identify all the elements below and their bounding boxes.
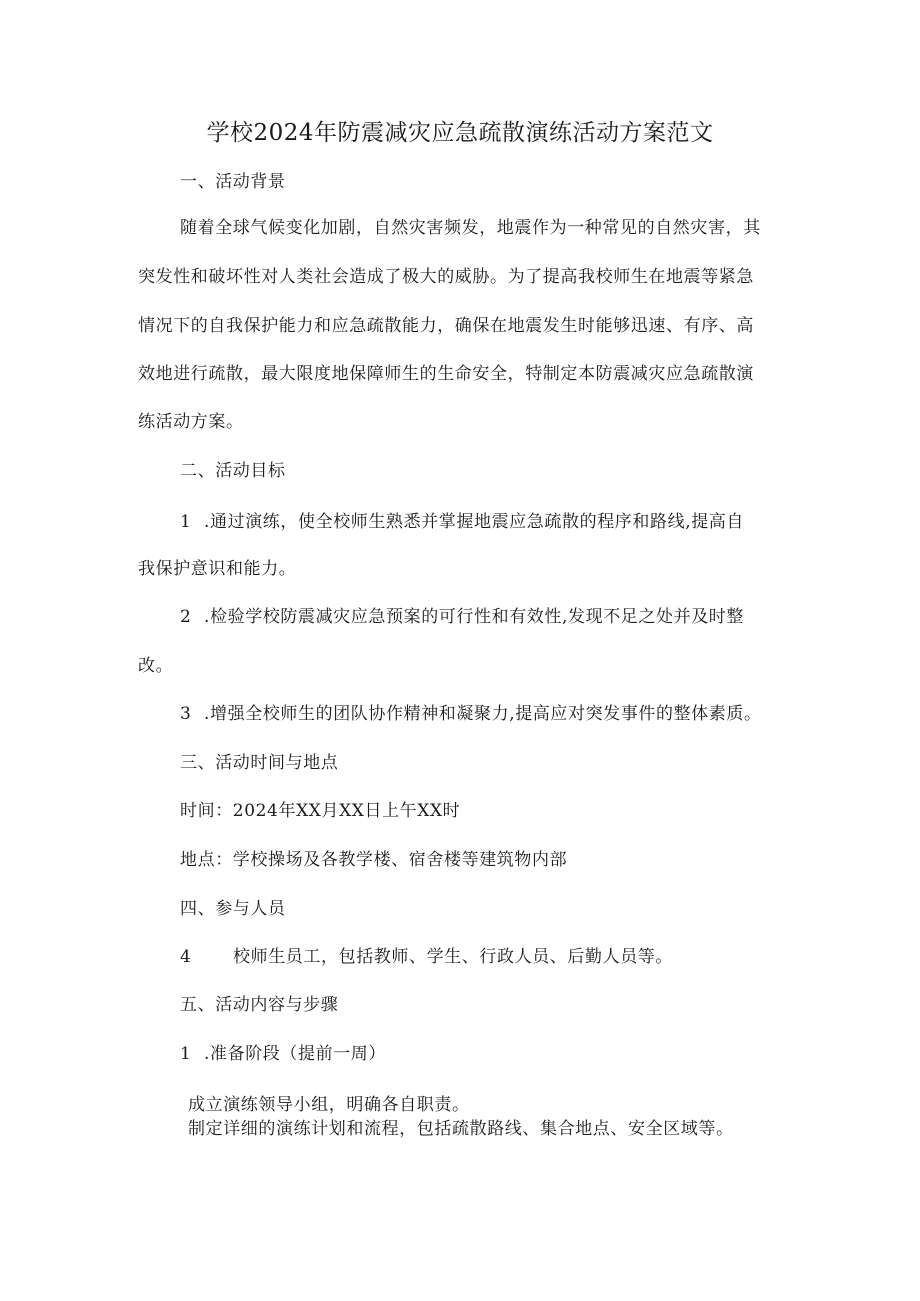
goal-item-text: .增强全校师生的团队协作精神和凝聚力,提高应对突发事件的整体素质。 [204,704,762,724]
section-heading-participants: 四、参与人员 [180,899,286,919]
step-bullet: 成立演练领导小组，明确各自职责。 [188,1095,470,1115]
paragraph-line: 突发性和破坏性对人类社会造成了极大的威胁。为了提高我校师生在地震等紧急 [138,267,754,287]
goal-item-number: 1 [180,512,192,532]
participants-text: 校师生员工，包括教师、学生、行政人员、后勤人员等。 [233,947,673,967]
goal-item-number: 2 [180,607,192,627]
goal-item-3 [180,702,762,726]
document-title: 学校2024年防震减灾应急疏散演练活动方案范文 [206,120,714,146]
event-place: 地点：学校操场及各教学楼、宿舍楼等建筑物内部 [180,850,568,870]
goal-item-number: 3 [180,704,192,724]
paragraph-line: 情况下的自我保护能力和应急疏散能力，确保在地震发生时能够迅速、有序、高 [138,316,754,336]
section-heading-background: 一、活动背景 [180,172,286,192]
goal-item-2 [180,605,744,629]
step-text: .准备阶段（提前一周） [204,1044,387,1064]
section-heading-time-place: 三、活动时间与地点 [180,753,339,773]
event-time: 时间：2024年XX月XX日上午XX时 [180,801,461,821]
participants-number: 4 [180,947,192,967]
goal-item-text: .检验学校防震减灾应急预案的可行性和有效性,发现不足之处并及时整 [204,607,745,627]
goal-item-text: .通过演练，使全校师生熟悉并掌握地震应急疏散的程序和路线,提高自 [204,512,745,532]
step-1 [180,1042,386,1066]
section-heading-goals: 二、活动目标 [180,461,286,481]
step-number: 1 [180,1044,192,1064]
paragraph-line: 随着全球气候变化加剧，自然灾害频发，地震作为一种常见的自然灾害，其 [180,218,761,238]
goal-item-continuation: 我保护意识和能力。 [138,559,297,579]
paragraph-line: 效地进行疏散，最大限度地保障师生的生命安全，特制定本防震减灾应急疏散演 [138,364,754,384]
participants-line [180,945,673,969]
step-bullet: 制定详细的演练计划和流程，包括疏散路线、集合地点、安全区域等。 [188,1119,734,1139]
section-heading-steps: 五、活动内容与步骤 [180,995,339,1015]
goal-item-1 [180,510,744,534]
goal-item-continuation: 改。 [138,656,174,676]
paragraph-line: 练活动方案。 [138,412,244,432]
